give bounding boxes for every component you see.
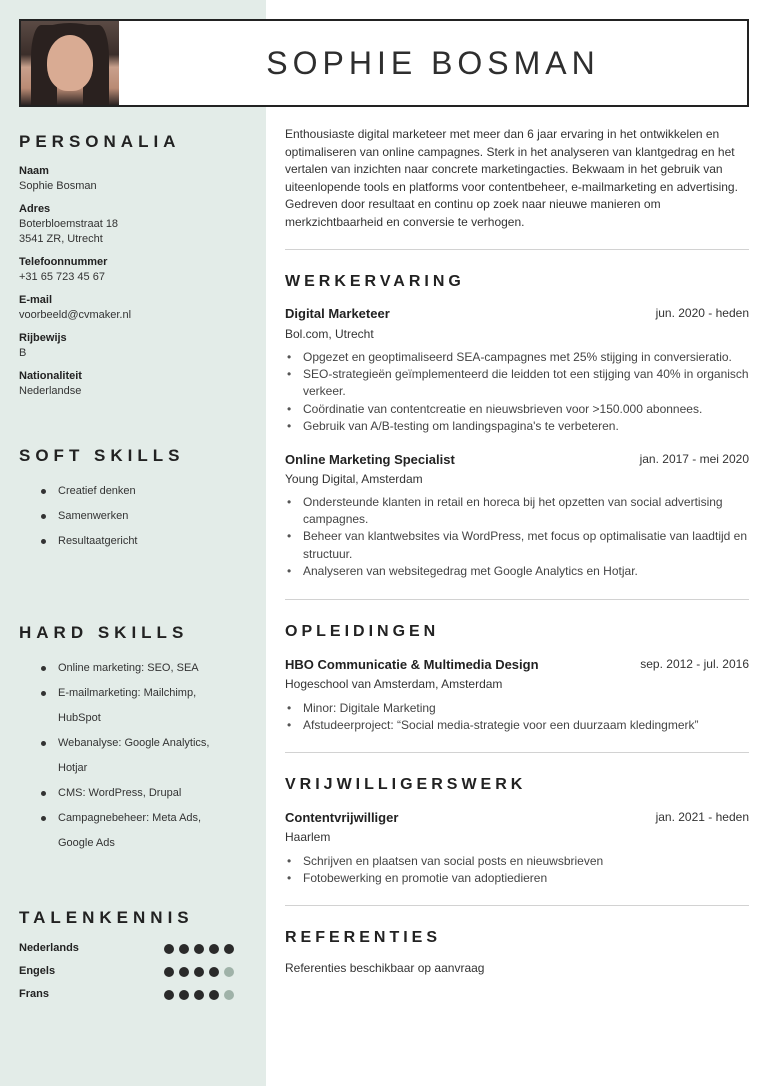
job-date: jun. 2020 - heden [655, 306, 749, 320]
job-organization: Young Digital, Amsterdam [285, 472, 423, 486]
job-title: Digital Marketeer [285, 306, 390, 321]
language-level [164, 944, 234, 954]
list-item: Resultaatgericht [36, 534, 236, 559]
personalia-label: Telefoonnummer [19, 256, 108, 268]
volunteer-title: Contentvrijwilliger [285, 810, 399, 825]
personalia-label: Rijbewijs [19, 332, 67, 344]
level-dot-filled [194, 944, 204, 954]
candidate-name: SOPHIE BOSMAN [266, 45, 600, 81]
language-row [19, 988, 234, 1004]
list-item: • Schrijven en plaatsen van social posts en nieuwsbrieven [285, 853, 749, 870]
education-institution: Hogeschool van Amsterdam, Amsterdam [285, 677, 503, 691]
personalia-phone [19, 255, 259, 285]
hard-skills-heading: HARD SKILLS [19, 623, 189, 642]
list-item: • SEO-strategieën geïmplementeerd die leidden tot een stijging van 40% in organisch verkeer. [285, 366, 749, 400]
education-date: sep. 2012 - jul. 2016 [640, 657, 749, 671]
divider [285, 249, 749, 250]
list-item: E-mailmarketing: Mailchimp, HubSpot [36, 681, 216, 731]
level-dot-filled [209, 990, 219, 1000]
level-dot-filled [194, 967, 204, 977]
personalia-label: Nationaliteit [19, 370, 82, 382]
level-dot-filled [209, 944, 219, 954]
volunteer-location: Haarlem [285, 830, 331, 844]
job-date: jan. 2017 - mei 2020 [639, 452, 749, 466]
list-item: • Minor: Digitale Marketing [285, 700, 749, 717]
personalia-value: Nederlandse [19, 385, 82, 397]
list-item: • Coördinatie van contentcreatie en nieuwsbrieven voor >150.000 abonnees. [285, 401, 749, 418]
list-item: Samenwerken [36, 509, 236, 534]
level-dot-filled [164, 944, 174, 954]
header [19, 19, 749, 107]
level-dot-filled [164, 990, 174, 1000]
personalia-value: 3541 ZR, Utrecht [19, 233, 103, 245]
level-dot-filled [179, 990, 189, 1000]
hard-skills-list [36, 656, 216, 856]
job-bullets [285, 494, 749, 580]
soft-skills-list [36, 484, 236, 559]
references-heading: REFERENTIES [285, 929, 442, 946]
personalia-license [19, 331, 259, 361]
list-item: Creatief denken [36, 484, 236, 509]
level-dot-filled [194, 990, 204, 1000]
soft-skills-heading: SOFT SKILLS [19, 446, 185, 465]
personalia-email [19, 293, 259, 323]
list-item: • Beheer van klantwebsites via WordPress, met focus op optimalisatie van laadtijd en structuur. [285, 528, 749, 562]
language-row [19, 942, 234, 958]
language-level [164, 967, 234, 977]
languages-heading: TALENKENNIS [19, 908, 194, 927]
list-item: • Analyseren van websitegedrag met Google Analytics en Hotjar. [285, 563, 749, 580]
job-organization: Bol.com, Utrecht [285, 327, 374, 341]
job-bullets [285, 349, 749, 435]
personalia-value: Sophie Bosman [19, 180, 97, 192]
list-item: • Opgezet en geoptimaliseerd SEA-campagnes met 25% stijging in conversieratio. [285, 349, 749, 366]
personalia-value: voorbeeld@cvmaker.nl [19, 309, 132, 321]
personalia-label: Naam [19, 165, 49, 177]
profile-photo [21, 21, 119, 105]
profile-summary: Enthousiaste digital marketeer met meer dan 6 jaar ervaring in het ontwikkelen en optimaliseren van online campagnes. Sterk in het analyseren van klantgedrag en het vertalen van inzichten naar concrete marketingacties. Bekwaam in het gebruik van uiteenlopende tools en platforms voor contentbeheer, e-mailmarketing en advertising. Gedreven door resultaat en continu op zoek naar nieuwe manieren om merkzichtbaarheid en conversie te verhogen. [285, 127, 738, 229]
personalia-name [19, 164, 259, 194]
list-item: Webanalyse: Google Analytics, Hotjar [36, 731, 216, 781]
references-text: Referenties beschikbaar op aanvraag [285, 961, 485, 975]
list-item: Campagnebeheer: Meta Ads, Google Ads [36, 806, 216, 856]
level-dot-empty [224, 990, 234, 1000]
language-name: Frans [19, 988, 49, 1000]
list-item: • Gebruik van A/B-testing om landingspagina's te verbeteren. [285, 418, 749, 435]
level-dot-filled [179, 944, 189, 954]
language-name: Engels [19, 965, 56, 977]
education-bullets [285, 700, 749, 734]
level-dot-filled [209, 967, 219, 977]
education-heading: OPLEIDINGEN [285, 623, 440, 640]
volunteer-date: jan. 2021 - heden [655, 810, 749, 824]
divider [285, 752, 749, 753]
experience-heading: WERKERVARING [285, 273, 465, 290]
level-dot-empty [224, 967, 234, 977]
language-row [19, 965, 234, 981]
list-item: • Ondersteunde klanten in retail en horeca bij het opzetten van social advertising campagnes. [285, 494, 749, 528]
volunteering-heading: VRIJWILLIGERSWERK [285, 776, 527, 793]
level-dot-filled [179, 967, 189, 977]
personalia-value: +31 65 723 45 67 [19, 271, 105, 283]
personalia-value: B [19, 347, 27, 359]
language-level [164, 990, 234, 1000]
personalia-label: Adres [19, 203, 51, 215]
personalia-nationality [19, 369, 259, 399]
level-dot-filled [164, 967, 174, 977]
level-dot-filled [224, 944, 234, 954]
personalia-label: E-mail [19, 294, 53, 306]
divider [285, 599, 749, 600]
list-item: Online marketing: SEO, SEA [36, 656, 216, 681]
job-title: Online Marketing Specialist [285, 452, 455, 467]
list-item: CMS: WordPress, Drupal [36, 781, 216, 806]
education-title: HBO Communicatie & Multimedia Design [285, 657, 539, 672]
list-item: • Afstudeerproject: “Social media-strategie voor een duurzaam kledingmerk” [285, 717, 749, 734]
personalia-value: Boterbloemstraat 18 [19, 218, 119, 230]
language-name: Nederlands [19, 942, 79, 954]
personalia-address [19, 202, 259, 247]
personalia-heading: PERSONALIA [19, 132, 181, 151]
divider [285, 905, 749, 906]
list-item: • Fotobewerking en promotie van adoptiedieren [285, 870, 749, 887]
volunteer-bullets [285, 853, 749, 887]
